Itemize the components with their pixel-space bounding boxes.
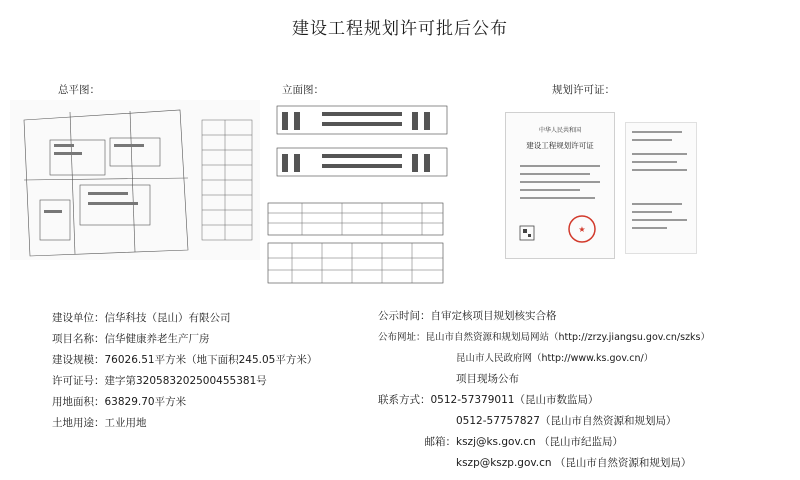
name-value: 信华健康养老生产厂房: [104, 333, 210, 345]
permit-header: 中华人民共和国: [538, 127, 581, 134]
name-label: 项目名称：: [52, 333, 105, 345]
permit-document: [505, 112, 615, 259]
web-label: 公布网址：: [378, 332, 426, 343]
web-onsite: 项目现场公布: [456, 373, 519, 385]
site-plan-drawing: [10, 100, 260, 260]
unit-value: 信华科技（昆山）有限公司: [104, 312, 231, 324]
contact-label: 联系方式：: [378, 394, 431, 406]
phone-1: 0512-57379011（昆山市数监局）: [430, 394, 599, 406]
permit-attachment: [625, 122, 697, 254]
area-label: 用地面积：: [52, 396, 105, 408]
svg-text:★: ★: [578, 225, 586, 234]
permit-label: 规划许可证：: [552, 84, 615, 96]
email-1[interactable]: kszj@ks.gov.cn （昆山市纪监局）: [456, 436, 623, 448]
use-value: 工业用地: [104, 417, 147, 429]
permit-doc-title: 建设工程规划许可证: [526, 141, 594, 150]
page-title: 建设工程规划许可批后公布: [292, 19, 508, 39]
phone-2: 0512-57757827（昆山市自然资源和规划局）: [456, 415, 677, 427]
elevation-drawing: [262, 98, 457, 298]
email-label: 邮箱：: [424, 436, 456, 448]
publication-info: [378, 306, 710, 474]
permit-body: [506, 151, 614, 261]
scale-value: 76026.51平方米（地下面积245.05平方米）: [104, 354, 318, 366]
web-link-1[interactable]: 昆山市自然资源和规划局网站（http://zrzy.jiangsu.gov.cn/szks）: [425, 332, 711, 343]
project-info: [52, 308, 317, 434]
elevation-label: 立面图：: [282, 84, 324, 96]
unit-label: 建设单位：: [52, 312, 105, 324]
site-plan-label: 总平图：: [58, 84, 100, 96]
area-value: 63829.70平方米: [104, 396, 187, 408]
scale-label: 建设规模：: [52, 354, 105, 366]
period-label: 公示时间：: [378, 310, 431, 322]
use-label: 土地用途：: [52, 417, 105, 429]
period-value: 自审定核项目规划核实合格: [430, 310, 557, 322]
permit-no-value: 建字第320583202500455381号: [104, 375, 267, 387]
permit-no-label: 许可证号：: [52, 375, 105, 387]
email-2[interactable]: kszp@kszp.gov.cn （昆山市自然资源和规划局）: [456, 457, 692, 469]
web-link-2[interactable]: 昆山市人民政府网（http://www.ks.gov.cn/）: [456, 353, 654, 364]
